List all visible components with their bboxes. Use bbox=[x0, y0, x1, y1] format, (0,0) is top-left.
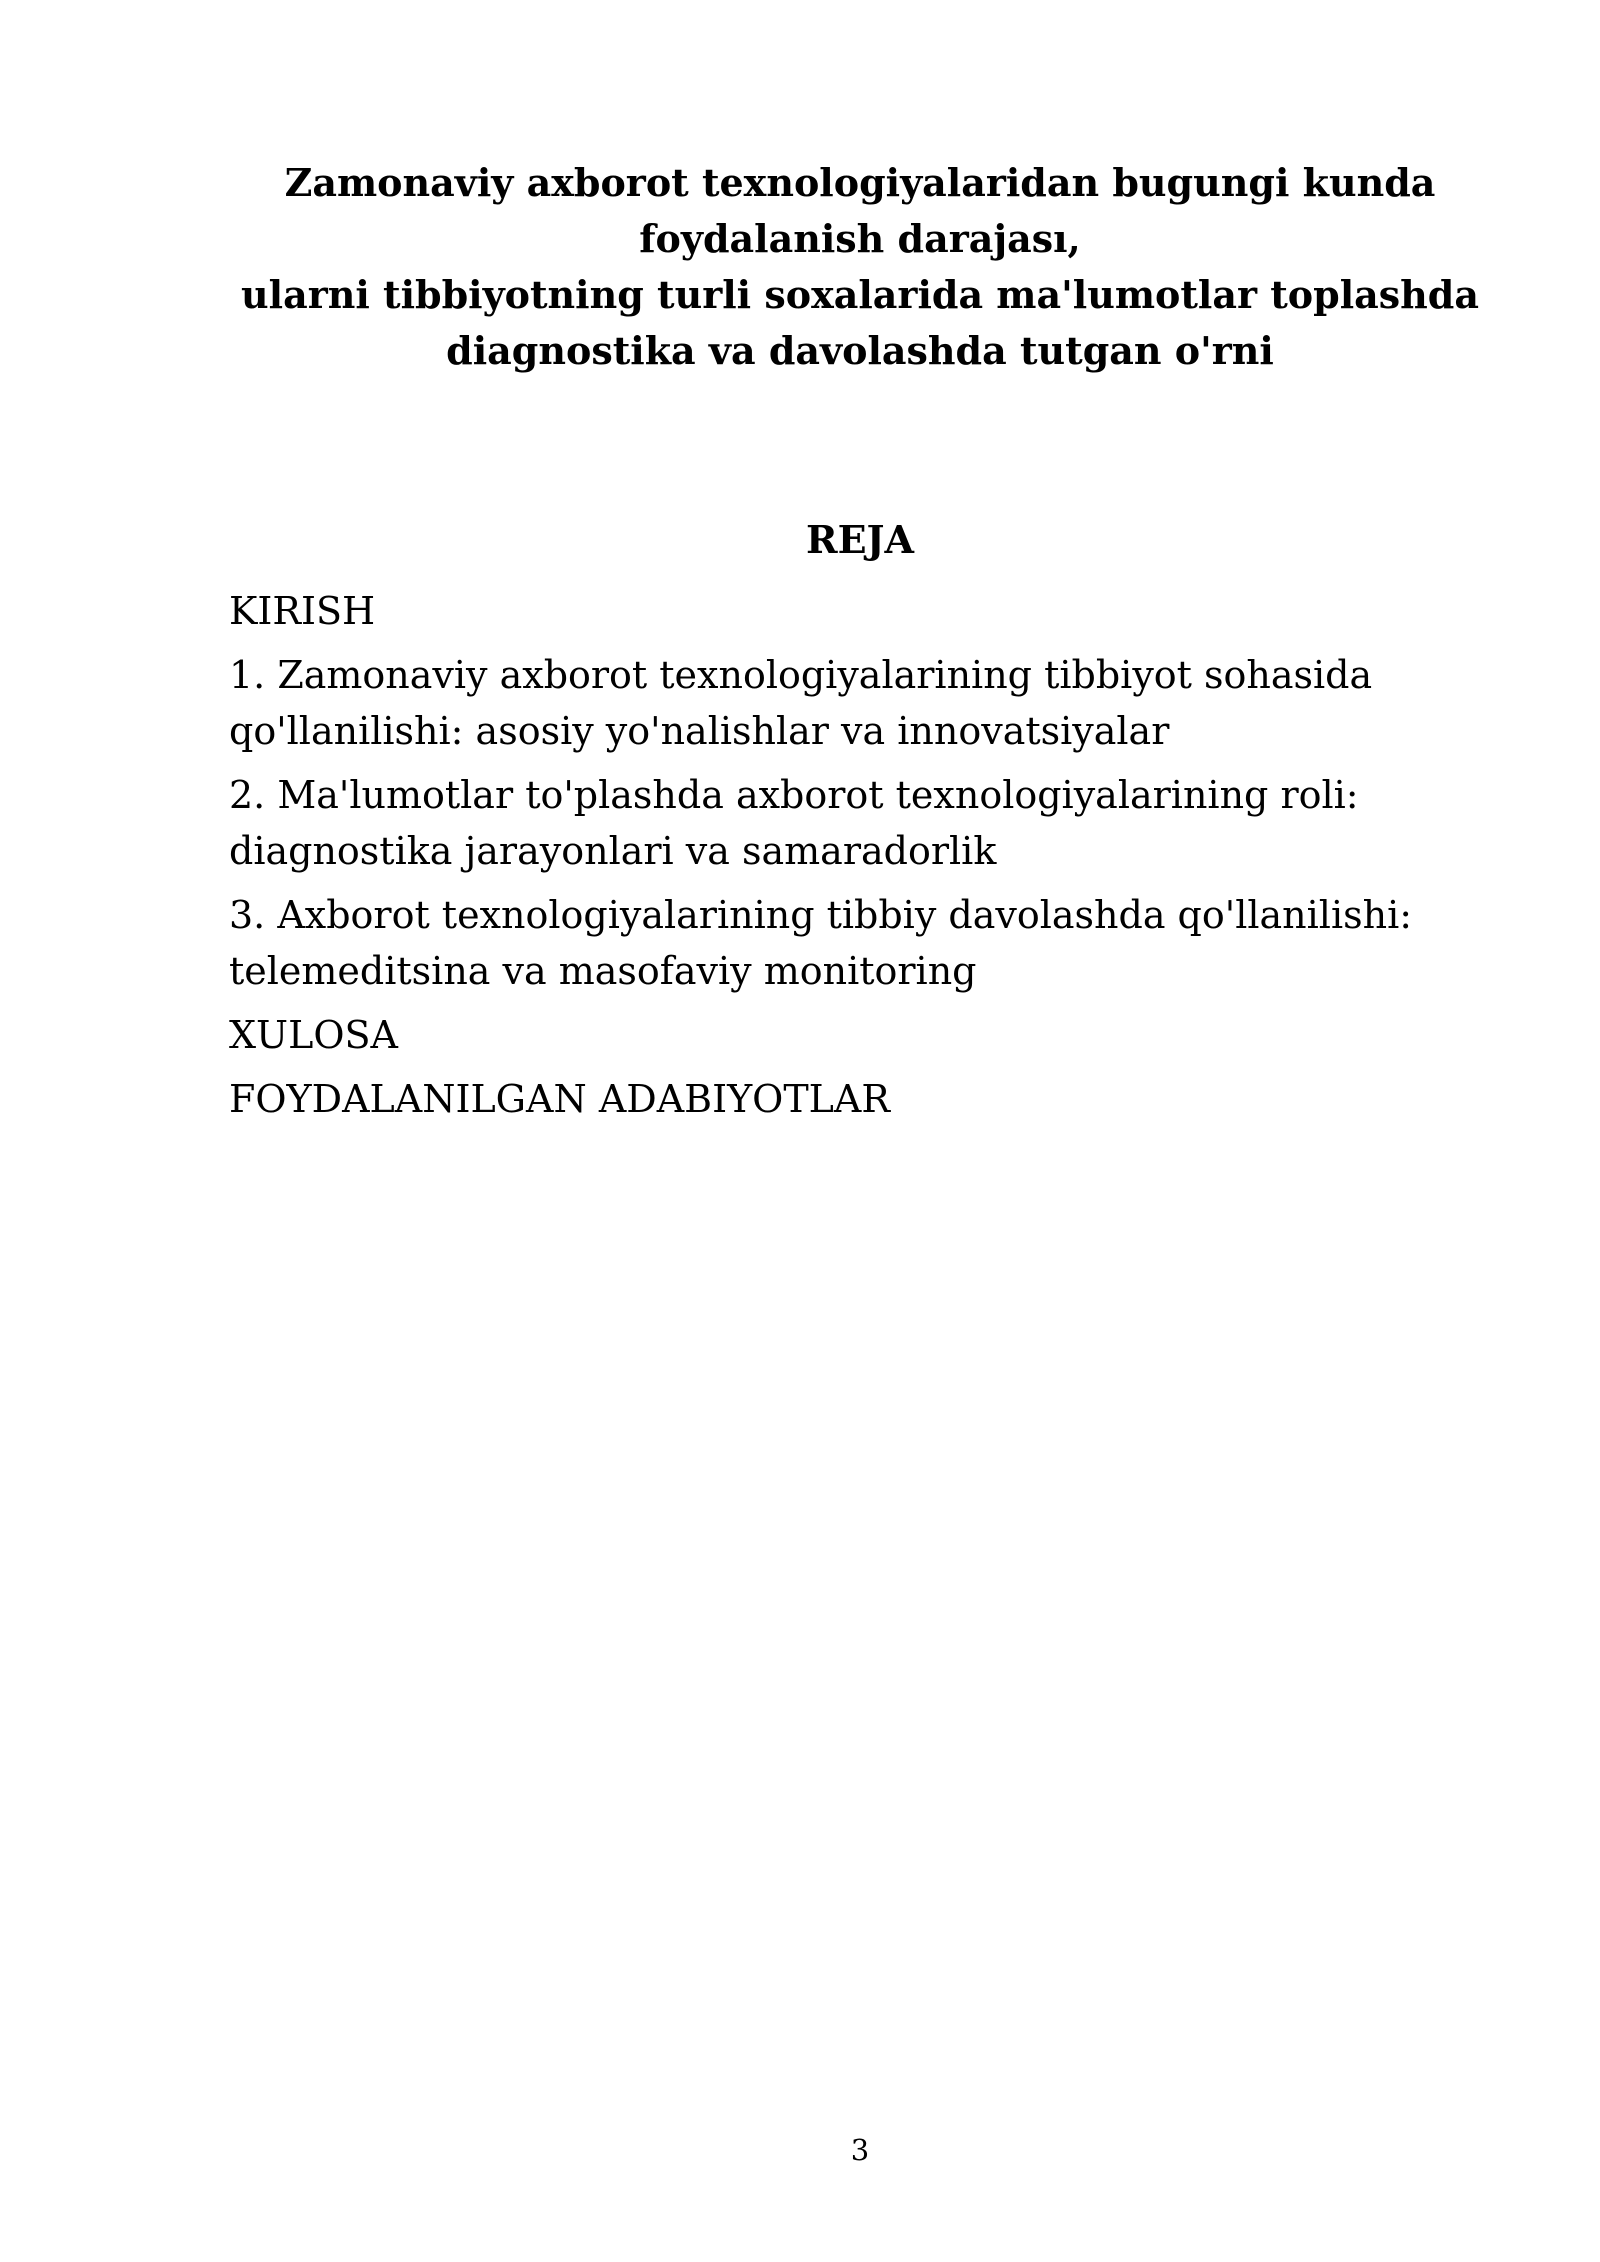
document-title bbox=[160, 155, 1560, 379]
plan-item-2 bbox=[229, 767, 1469, 879]
title-line-1: Zamonaviy axborot texnologiyalaridan bugungi kunda bbox=[284, 160, 1436, 205]
title-line-3: ularni tibbiyotning turli soxalarida ma'lumotlar toplashda bbox=[241, 272, 1479, 317]
plan-item-line: XULOSA bbox=[229, 1013, 398, 1057]
plan-item-line: 2. Ma'lumotlar to'plashda axborot texnologiyalarining roli: bbox=[229, 773, 1359, 817]
plan-item-line: telemeditsina va masofaviy monitoring bbox=[229, 949, 977, 993]
title-line-4: diagnostika va davolashda tutgan o'rni bbox=[446, 328, 1274, 373]
plan-item-introduction bbox=[229, 583, 1469, 639]
plan-item-conclusion bbox=[229, 1007, 1469, 1063]
plan-item-line: KIRISH bbox=[229, 589, 376, 633]
plan-item-line: qo'llanilishi: asosiy yo'nalishlar va innovatsiyalar bbox=[229, 709, 1170, 753]
page-number: 3 bbox=[850, 2133, 870, 2167]
plan-item-line: 3. Axborot texnologiyalarining tibbiy davolashda qo'llanilishi: bbox=[229, 893, 1413, 937]
plan-item-3 bbox=[229, 887, 1469, 999]
plan-item-line: diagnostika jarayonlari va samaradorlik bbox=[229, 829, 997, 873]
plan-heading: REJA bbox=[805, 517, 914, 562]
plan-item-line: FOYDALANILGAN ADABIYOTLAR bbox=[229, 1077, 890, 1121]
plan-item-1 bbox=[229, 647, 1469, 759]
title-line-2: foydalanish darajası, bbox=[639, 216, 1081, 261]
plan-item-references bbox=[229, 1071, 1469, 1127]
plan-list bbox=[229, 583, 1469, 1135]
plan-item-line: 1. Zamonaviy axborot texnologiyalarining tibbiyot sohasida bbox=[229, 653, 1373, 697]
